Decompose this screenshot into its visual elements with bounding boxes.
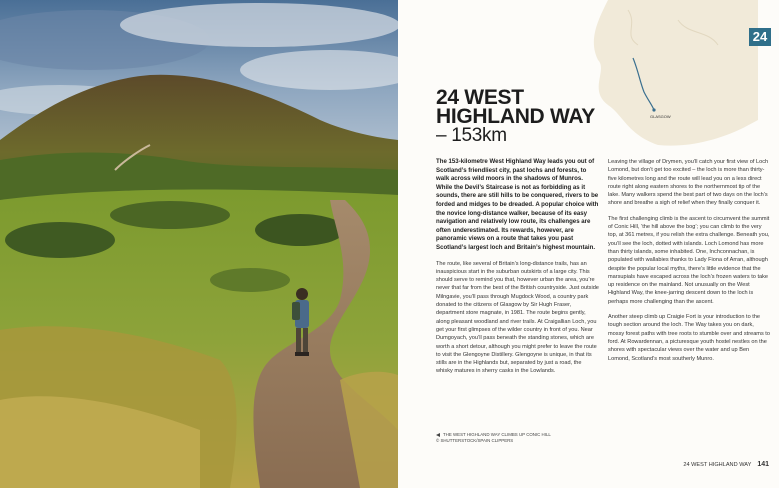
map-city-label: GLASGOW — [650, 114, 671, 119]
running-footer: 24 WEST HIGHLAND WAY — [683, 462, 752, 468]
page-number: 141 — [757, 461, 769, 468]
arrow-left-icon — [436, 433, 440, 437]
body-paragraph: The first challenging climb is the ascent to circumvent the summit of Conic Hill, ‘the hill above the bog’; you can climb to the very top, at 361 metres, if you relish the extra challenge. Beneath you, you’ll see the loch, dotted with islands. Loch Lomond has more than thirty islands, some inhabited. One, Inchconnachan, is populated with wallabies thanks to Lady Fiona of Arran, although despite the popular local myths, there’s little evidence that the marsupials have escaped across the loch’s frozen waters to take up residence on the mainland. Not unusually on the West Highland Way, the knee-jarring descent down to the loch is perhaps more challenging than the ascent. — [608, 215, 770, 305]
text-column-right — [608, 158, 771, 370]
caption-text: THE WEST HIGHLAND WAY CLIMBS UP CONIC HILL — [443, 432, 551, 437]
body-paragraph: The route, like several of Britain’s long-distance trails, has an inauspicious start in the suburban outskirts of a large city. This should serve to remind you that, however urban the area, you’re never that far from the best of the British countryside. Just outside Milngavie, you’ll pass through Mugdock Wood, a country park donated to the citizens of Glasgow by Sir Hugh Fraser, department store magnate, in 1981. The route begins gently, along pleasant woodland and river trails. At Craigallian Loch, you get your first glimpses of the wilder country in front of you. Near Dumgoyach, you’ll pass beneath the standing stones, which are worth a short detour, although you might prefer to leave the route to visit the Glengoyne Distillery. Glengoyne is unique, in that its stills are in the Highlands but, separated by just a road, the whisky matures in sherry casks in the Lowlands. — [436, 260, 599, 375]
title-line-1: 24 WEST — [436, 86, 524, 109]
photo-caption — [436, 432, 586, 443]
lead-paragraph: The 153-kilometre West Highland Way leads you out of Scotland’s friendliest city, past lochs and forests, to walk across wild moors in the shadows of Munros. While the Devil’s Staircase is not as forbidding as it sounds, there are still hills to be conquered, rivers to be forded and midges to be dreaded. A popular choice with the novice long-distance walker, because of its easy navigation and relatively low route, its challenges are often underestimated. Its rewards, however, are panoramic views on a route that takes you past Scotland’s largest loch and Britain’s highest mountain. — [436, 158, 599, 251]
route-map — [568, 0, 758, 150]
page-title — [436, 88, 595, 145]
body-paragraph: Leaving the village of Drymen, you’ll catch your first view of Loch Lomond, but don’t get too excited – the loch is more than thirty-five kilometres long and the route will lead you on a less direct route right along eastern shores to the northernmost tip of the lake. Many walkers spend the best part of two days on the loch’s shore and breathe a sigh of relief when they finally conquer it. — [608, 159, 769, 207]
photo-credit: © SHUTTERSTOCK/SPAIN CLIPPERS — [436, 437, 514, 443]
text-column-left — [436, 158, 599, 383]
title-distance: – 153km — [436, 125, 507, 146]
page-footer — [683, 461, 769, 468]
body-paragraph: Another steep climb up Craigie Fort is your introduction to the tough section around the loch. The Way takes you on dark, mossy forest paths with tree roots to stumble over and streams to ford. At Rowardennan, a picturesque youth hostel nestles on the shores with spectacular views over the water and up Ben Lomond, Scotland’s most southerly Munro. — [608, 314, 770, 362]
chapter-badge: 24 — [749, 28, 771, 46]
article-page — [398, 0, 779, 488]
title-line-2: HIGHLAND WAY — [436, 105, 595, 128]
